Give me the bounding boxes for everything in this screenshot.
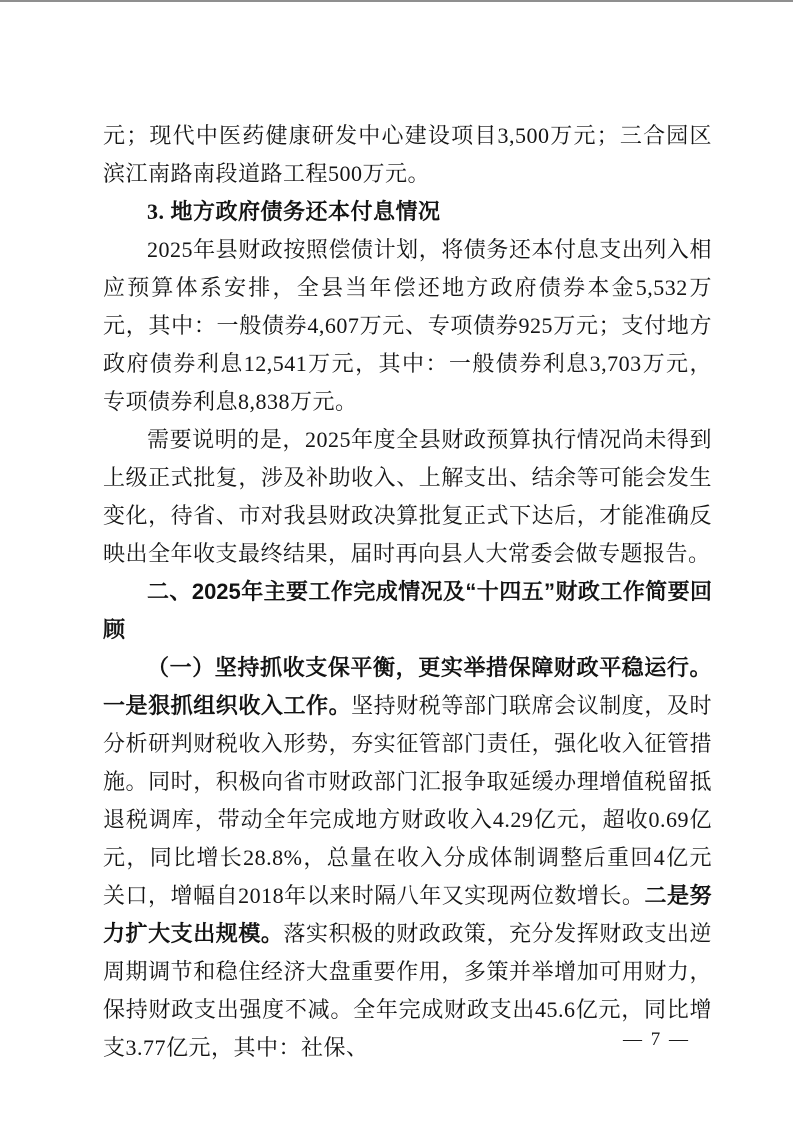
paragraph-continuation: 元；现代中医药健康研发中心建设项目3,500万元；三合园区滨江南路南段道路工程500万元。 [103, 123, 712, 186]
paragraph-debt-repayment: 2025年县财政按照偿债计划，将债务还本付息支出列入相应预算体系安排，全县当年偿还地方政府债券本金5,532万元，其中：一般债券4,607万元、专项债券925万元；支付地方政府债券利息12,541万元，其中：一般债券利息3,703万元，专项债券利息8,838万元。 [103, 237, 712, 414]
document-body [103, 117, 712, 1067]
scan-edge-artifact [0, 0, 793, 2]
paragraph-work-review [103, 649, 712, 1067]
page-footer [103, 1028, 712, 1052]
run-bold-expenditure-lead: 二是努力扩大支出规模。 [103, 883, 712, 946]
heading-debt-repayment: 3. 地方政府债务还本付息情况 [147, 199, 441, 224]
paragraph-budget-note: 需要说明的是，2025年度全县财政预算执行情况尚未得到上级正式批复，涉及补助收入、上解支出、结余等可能会发生变化，待省、市对我县财政决算批复正式下达后，才能准确反映出全年收支最终结果，届时再向县人大常委会做专题报告。 [103, 427, 712, 566]
page-number: — 7 — [623, 1029, 690, 1050]
run-normal-revenue-detail: 坚持财税等部门联席会议制度，及时分析研判财税收入形势，夯实征管部门责任，强化收入征管措施。同时，积极向省市财政部门汇报争取延缓办理增值税留抵退税调库，带动全年完成地方财政收入4.29亿元，超收0.69亿元，同比增长28.8%，总量在收入分成体制调整后重回4亿元关口，增幅自2018年以来时隔八年又实现两位数增长。 [103, 693, 712, 908]
run-normal-expenditure-detail: 落实积极的财政政策，充分发挥财政支出逆周期调节和稳住经济大盘重要作用，多策并举增加可用财力，保持财政支出强度不减。全年完成财政支出45.6亿元，同比增支3.77亿元，其中：社保、 [103, 921, 712, 1060]
heading-section-two: 二、2025年主要工作完成情况及“十四五”财政工作简要回顾 [103, 579, 712, 642]
run-bold-revenue-lead: （一）坚持抓收支保平衡，更实举措保障财政平稳运行。一是狠抓组织收入工作。 [103, 655, 712, 718]
